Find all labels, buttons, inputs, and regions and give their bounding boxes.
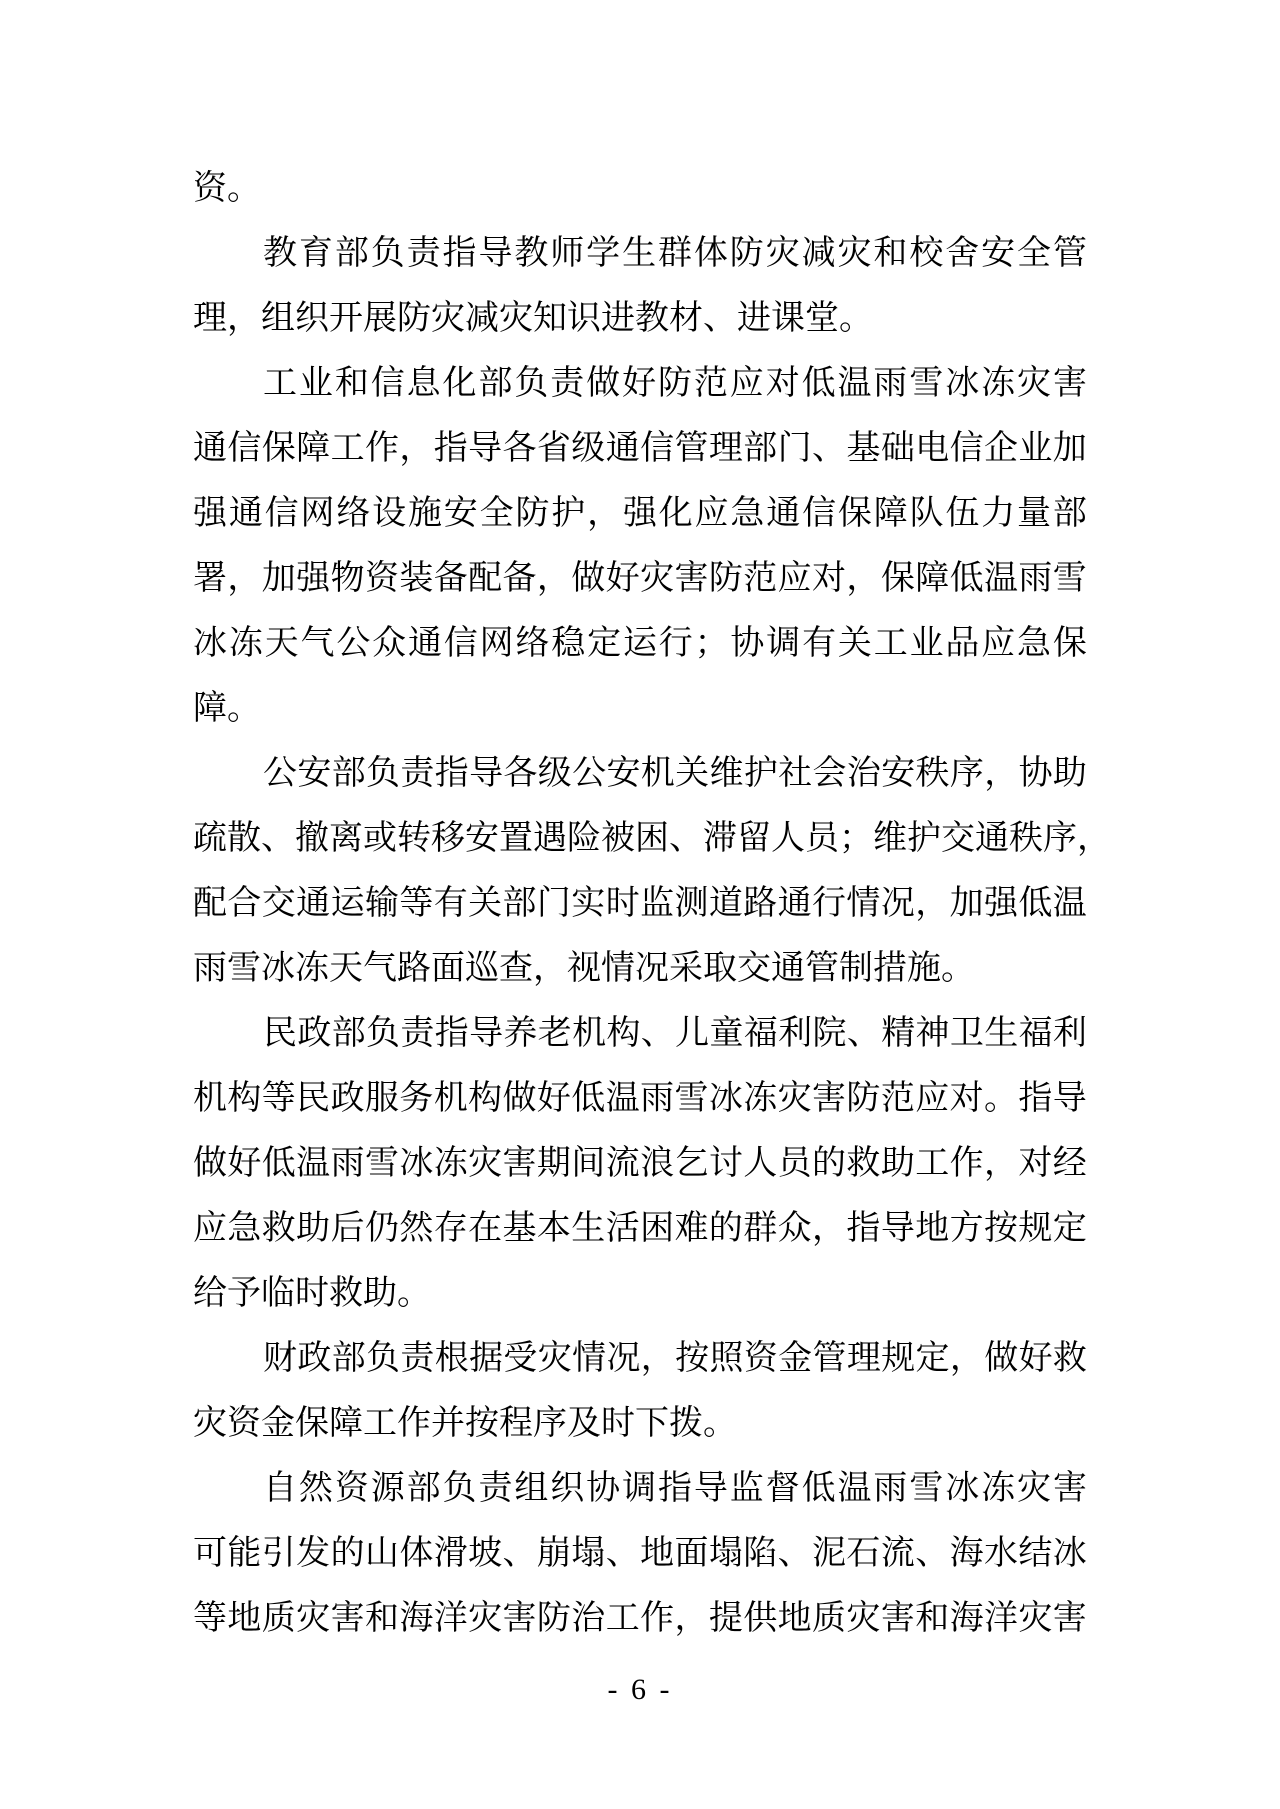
text-line: 通 信 保 障 工 作 ， 指 导 各 省 级 通 信 管 理 部 门 、 基 础 电 信 企 业 加 bbox=[193, 429, 1087, 467]
text-line: 给予临时救助。 bbox=[193, 1274, 431, 1312]
document-body bbox=[193, 156, 1111, 1651]
text-line: 财 政 部 负 责 根 据 受 灾 情 况 ， 按 照 资 金 管 理 规 定 ， 做 好 救 bbox=[263, 1339, 1087, 1377]
page-number: - 6 - bbox=[607, 1673, 673, 1706]
text-line: 机 构 等 民 政 服 务 机 构 做 好 低 温 雨 雪 冰 冻 灾 害 防 范 应 对 。 指 导 bbox=[193, 1079, 1087, 1117]
text-line: 公 安 部 负 责 指 导 各 级 公 安 机 关 维 护 社 会 治 安 秩 序 ， 协 助 bbox=[263, 754, 1087, 792]
text-line: 民 政 部 负 责 指 导 养 老 机 构 、 儿 童 福 利 院 、 精 神 卫 生 福 利 bbox=[263, 1014, 1087, 1052]
text-line: 灾资金保障工作并按程序及时下拨。 bbox=[193, 1404, 737, 1442]
text-line: 应 急 救 助 后 仍 然 存 在 基 本 生 活 困 难 的 群 众 ， 指 导 地 方 按 规 定 bbox=[193, 1209, 1087, 1247]
text-line: 冰 冻 天 气 公 众 通 信 网 络 稳 定 运 行 ； 协 调 有 关 工 业 品 应 急 保 bbox=[193, 624, 1087, 662]
text-line: 等 地 质 灾 害 和 海 洋 灾 害 防 治 工 作 ， 提 供 地 质 灾 害 和 海 洋 灾 害 bbox=[193, 1599, 1087, 1637]
text-line: 署 ， 加 强 物 资 装 备 配 备 ， 做 好 灾 害 防 范 应 对 ， 保 障 低 温 雨 雪 bbox=[193, 559, 1087, 597]
text-line: 自 然 资 源 部 负 责 组 织 协 调 指 导 监 督 低 温 雨 雪 冰 冻 灾 害 bbox=[263, 1469, 1087, 1507]
text-line: 工 业 和 信 息 化 部 负 责 做 好 防 范 应 对 低 温 雨 雪 冰 冻 灾 害 bbox=[263, 364, 1087, 402]
text-line: 可 能 引 发 的 山 体 滑 坡 、 崩 塌 、 地 面 塌 陷 、 泥 石 流 、 海 水 结 冰 bbox=[193, 1534, 1087, 1572]
text-line: 疏 散 、 撤 离 或 转 移 安 置 遇 险 被 困 、 滞 留 人 员 ； 维 护 交 通 秩 序 ， bbox=[193, 819, 1111, 857]
text-line: 资。 bbox=[193, 169, 261, 207]
text-line: 做 好 低 温 雨 雪 冰 冻 灾 害 期 间 流 浪 乞 讨 人 员 的 救 助 工 作 ， 对 经 bbox=[193, 1144, 1087, 1182]
text-line: 教 育 部 负 责 指 导 教 师 学 生 群 体 防 灾 减 灾 和 校 舍 安 全 管 bbox=[263, 234, 1087, 272]
text-line: 障。 bbox=[193, 689, 261, 727]
text-line: 配 合 交 通 运 输 等 有 关 部 门 实 时 监 测 道 路 通 行 情 况 ， 加 强 低 温 bbox=[193, 884, 1087, 922]
text-line: 理，组织开展防灾减灾知识进教材、进课堂。 bbox=[193, 299, 873, 337]
text-line: 雨雪冰冻天气路面巡查，视情况采取交通管制措施。 bbox=[193, 949, 975, 987]
text-line: 强 通 信 网 络 设 施 安 全 防 护 ， 强 化 应 急 通 信 保 障 队 伍 力 量 部 bbox=[193, 494, 1087, 532]
